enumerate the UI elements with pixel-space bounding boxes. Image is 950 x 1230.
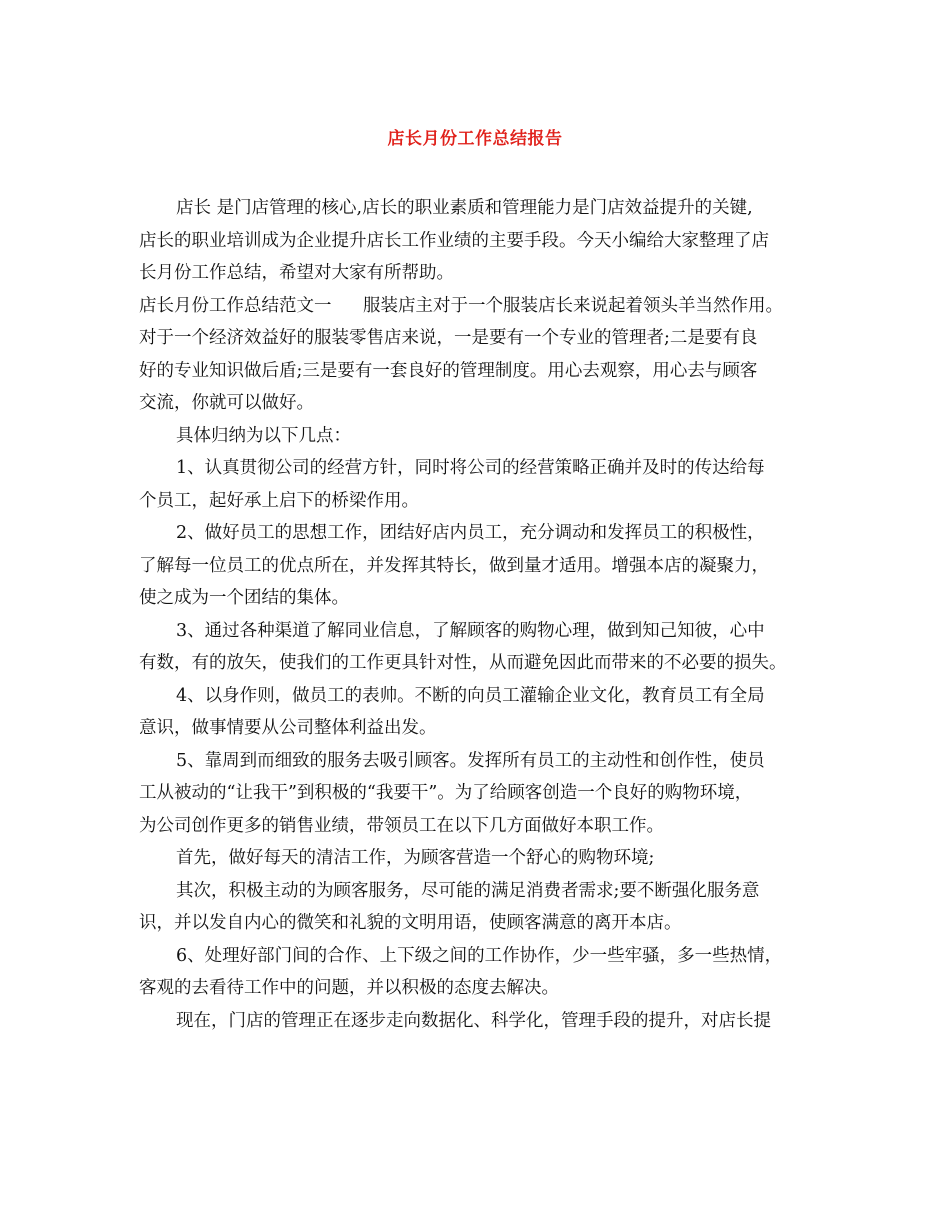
text-line: 其次，积极主动的为顾客服务，尽可能的满足消费者需求;要不断强化服务意 [176,880,760,901]
text-line: 现在，门店的管理正在逐步走向数据化、科学化，管理手段的提升，对店长提 [176,1010,771,1031]
text-line: 客观的去看待工作中的问题，并以积极的态度去解决。 [139,978,559,998]
document-title: 店长月份工作总结报告 [387,129,563,149]
document-body [139,192,815,1037]
text-line: 6、处理好部门间的合作、上下级之间的工作协作，少一些牢骚，多一些热情， [176,945,783,966]
text-line: 对于一个经济效益好的服装零售店来说，一是要有一个专业的管理者;二是要有良 [139,328,758,348]
text-line [139,290,815,323]
text-segment: 服装店主对于一个服装店长来说起着领头羊当然作用。 [363,295,783,316]
text-line: 为公司创作更多的销售业绩，带领员工在以下几方面做好本职工作。 [139,815,664,836]
section-heading: 店长月份工作总结范文一 [139,295,332,316]
text-line: 工从被动的“让我干”到积极的“我要干”。为了给顾客创造一个良好的购物环境， [139,783,753,803]
text-line: 个员工，起好承上启下的桥梁作用。 [139,490,419,511]
text-line: 好的专业知识做后盾;三是要有一套良好的管理制度。用心去观察，用心去与顾客 [139,360,758,381]
text-line: 5、靠周到而细致的服务去吸引顾客。发挥所有员工的主动性和创作性，使员 [176,750,765,771]
text-line: 具体归纳为以下几点： [176,425,351,446]
text-line: 使之成为一个团结的集体。 [139,588,349,608]
text-line: 交流，你就可以做好。 [139,393,314,413]
text-line: 了解每一位员工的优点所在，并发挥其特长，做到量才适用。增强本店的凝聚力， [139,555,769,576]
text-line: 3、通过各种渠道了解同业信息，了解顾客的购物心理，做到知己知彼，心中 [176,620,765,641]
text-line: 店长 是门店管理的核心,店长的职业素质和管理能力是门店效益提升的关键, [176,198,753,218]
text-line: 首先，做好每天的清洁工作，为顾客营造一个舒心的购物环境; [176,848,655,868]
text-line: 2、做好员工的思想工作，团结好店内员工，充分调动和发挥员工的积极性， [176,523,765,543]
text-line: 4、以身作则，做员工的表帅。不断的向员工灌输企业文化，教育员工有全局 [176,685,765,706]
text-line: 1、认真贯彻公司的经营方针，同时将公司的经营策略正确并及时的传达给每 [176,458,765,478]
text-line: 意识，做事情要从公司整体利益出发。 [139,718,437,738]
text-line: 店长的职业培训成为企业提升店长工作业绩的主要手段。今天小编给大家整理了店 [139,230,769,251]
text-line: 识，并以发自内心的微笑和礼貌的文明用语，使顾客满意的离开本店。 [139,913,682,933]
text-line: 长月份工作总结，希望对大家有所帮助。 [139,263,454,283]
text-line: 有数，有的放矢，使我们的工作更具针对性，从而避免因此而带来的不必要的损失。 [139,653,787,673]
